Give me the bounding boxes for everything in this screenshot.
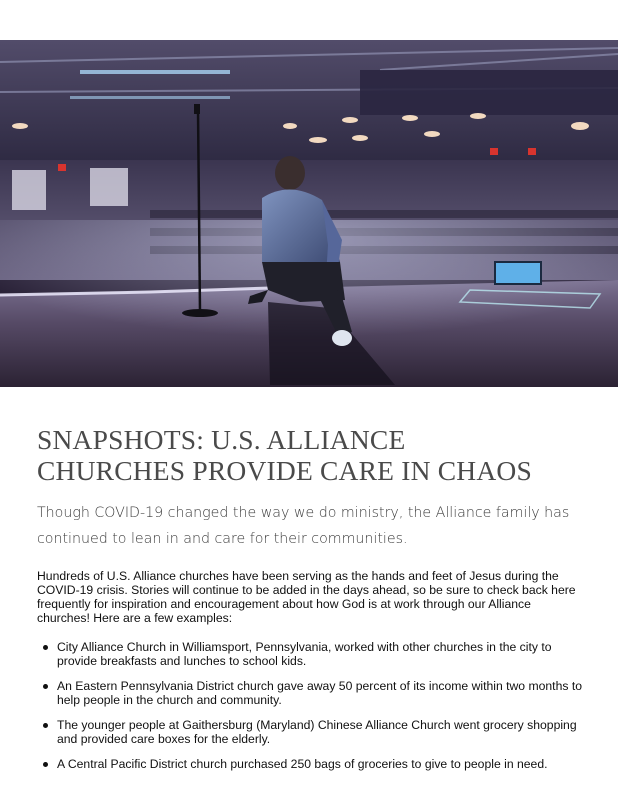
confidence-monitor	[495, 262, 541, 284]
bullet-icon	[43, 684, 48, 689]
list-item-line: City Alliance Church in Williamsport, Pennsylvania, worked with other churches in the city to	[57, 640, 552, 654]
intro-line: Hundreds of U.S. Alliance churches have been serving as the hands and feet of Jesus during the	[37, 569, 559, 583]
balcony	[360, 70, 618, 115]
article-title	[37, 424, 597, 486]
list-item	[37, 679, 597, 707]
intro-line: churches! Here are a few examples:	[37, 611, 233, 625]
subtitle-line: continued to lean in and care for their communities.	[37, 531, 408, 547]
bullet-icon	[43, 762, 48, 767]
exit-sign	[58, 164, 66, 171]
examples-list	[37, 640, 597, 782]
exit-sign	[490, 148, 498, 155]
article-title-line: CHURCHES PROVIDE CARE IN CHAOS	[37, 455, 532, 486]
intro-line: frequently for inspiration and encouragement about how God is at work through our Alliance	[37, 597, 531, 611]
stage-photo	[0, 40, 618, 387]
list-item-line: The younger people at Gaithersburg (Maryland) Chinese Alliance Church went grocery shopping	[57, 718, 577, 732]
list-item-line: and provided care boxes for the elderly.	[57, 732, 271, 746]
list-item-line: help people in the church and community.	[57, 693, 282, 707]
exit-sign	[528, 148, 536, 155]
list-item-line: An Eastern Pennsylvania District church gave away 50 percent of its income within two months to	[57, 679, 582, 693]
list-item	[37, 718, 597, 746]
bullet-icon	[43, 645, 48, 650]
article-title-line: SNAPSHOTS: U.S. ALLIANCE	[37, 424, 406, 455]
list-item-line: provide breakfasts and lunches to school kids.	[57, 654, 307, 668]
intro-line: COVID-19 crisis. Stories will continue to be added in the days ahead, so be sure to check back here	[37, 583, 576, 597]
list-item-line: A Central Pacific District church purchased 250 bags of groceries to give to people in need.	[57, 757, 548, 771]
bullet-icon	[43, 723, 48, 728]
article-intro	[37, 569, 597, 625]
wall-poster	[90, 168, 128, 206]
list-item	[37, 640, 597, 668]
list-item	[37, 757, 597, 771]
hero-image	[0, 40, 618, 387]
article-subtitle	[37, 500, 597, 552]
wall-poster	[12, 170, 46, 210]
subtitle-line: Though COVID-19 changed the way we do ministry, the Alliance family has	[37, 505, 570, 521]
